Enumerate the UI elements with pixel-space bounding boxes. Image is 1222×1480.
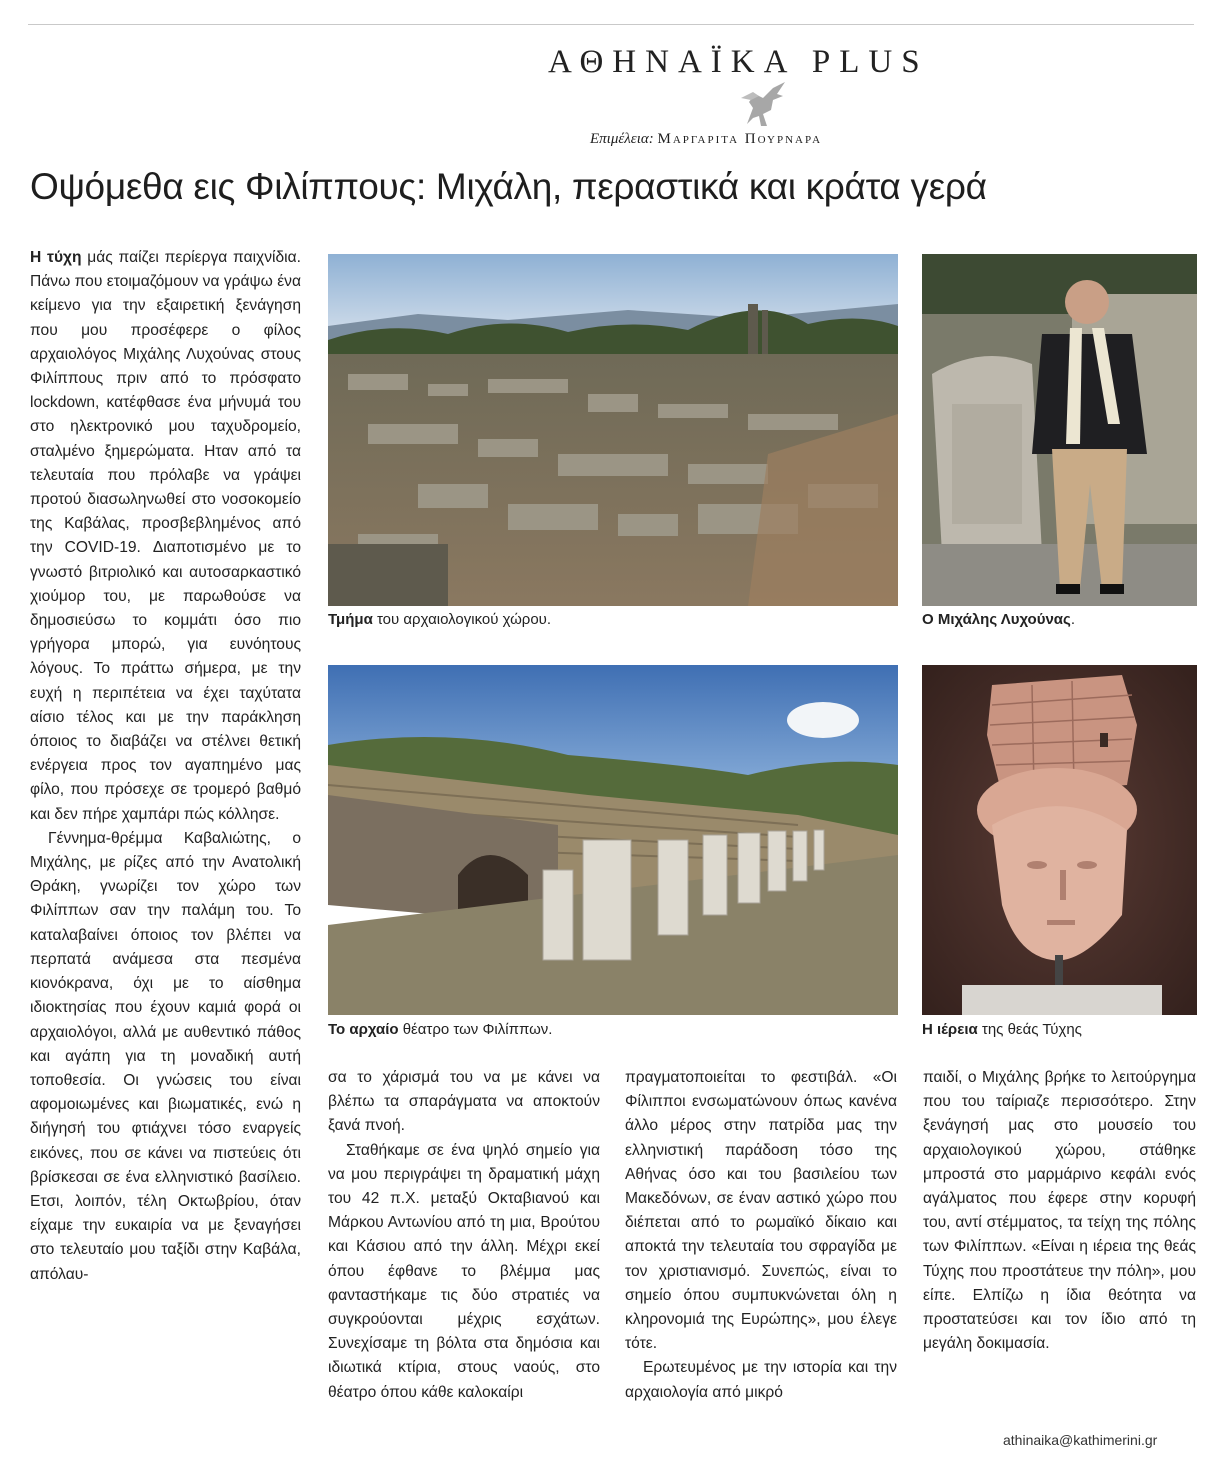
caption-bold: Η ιέρεια: [922, 1021, 978, 1038]
section-title: ΑΘΗΝΑΪΚΑ PLUS: [548, 44, 929, 80]
caption-text: του αρχαιολογικού χώρου.: [372, 611, 552, 628]
pegasus-logo-icon: [733, 78, 791, 130]
paragraph-text: μάς παίζει περίεργα παιχνίδια. Πάνω που ετοιμαζόμουν να γράψω ένα κείμενο για την εξαιρετική ξενάγηση που μου προσέφερε ο φίλος αρχαιολόγος Μιχάλης Λυχούνας στους Φιλίππους πριν από το πρόσφατο lockdown, κατέφθασε ένα μήνυμά του στο ηλεκτρονικό μου ταχυδρομείο, σταλμένο ξημερώματα. Ηταν από τα τελευταία που πρόλαβε να γράψει προτού διασωληνωθεί στο νοσοκομείο της Καβάλας, προσβεβλημένος από την COVID-19. Διαποτισμένο με το γνωστό βιτριολικό και αυτοσαρκαστικό χιούμορ του, με παρωθούσε να δημοσιεύσω το κομμάτι όσο πιο γρήγορα μπορώ, για ευνόητους λόγους. Το πράττω σήμερα, με την ευχή η περιπέτεια να έχει ταχύτατα αίσιο τέλος και με την παράκληση όποιος το διαβάζει να στέλνει θετική ενέργεια προς τον αγαπημένο μας φίλο, που πρόσεχε σε τρομερό βαθμό και δεν πήρε χαμπάρι πώς κόλλησε.: [30, 249, 301, 823]
paragraph: σα το χάρισμά του να με κάνει να βλέπω τα σπαράγματα να αποκτούν ξανά πνοή.: [328, 1069, 600, 1135]
photo-caption: [328, 1021, 552, 1038]
caption-bold: Το αρχαίο: [328, 1021, 399, 1038]
article-column-4: [923, 1066, 1196, 1356]
caption-text: .: [1070, 611, 1075, 628]
priestess-head-photo: [922, 665, 1197, 1015]
top-rule: [28, 24, 1194, 25]
ancient-theatre-photo: [328, 665, 898, 1015]
photo-caption: [328, 611, 551, 628]
editor-name: Μαργαριτα Πουρναρα: [657, 131, 823, 147]
photo-caption: [922, 611, 1075, 628]
caption-bold: Τμήμα: [328, 611, 373, 628]
paragraph: Σταθήκαμε σε ένα ψηλό σημείο για να μου περιγράψει τη δραματική μάχη του 42 π.Χ. μεταξύ Οκταβιανού και Μάρκου Αντωνίου από τη μια, Βρούτου και Κάσιου από την άλλη. Μέχρι εκεί όπου έφθανε το βλέμμα μας φανταστήκαμε τις δύο στρατιές να συγκρούονται μέχρις εσχάτων. Συνεχίσαμε τη βόλτα στα δημόσια και ιδιωτικά κτίρια, στους ναούς, στο θέατρο όπου κάθε καλοκαίρι: [328, 1141, 600, 1401]
photo-caption: [922, 1021, 1082, 1038]
article-column-3: [625, 1066, 897, 1405]
editor-credit: [590, 131, 822, 148]
portrait-photo: [922, 254, 1197, 606]
paragraph: παιδί, ο Μιχάλης βρήκε το λειτούργημα που του ταίριαζε περισσότερο. Στην ξενάγησή μας στο μουσείο του αρχαιολογικού χώρου, στάθηκε μπροστά στο μαρμάρινο κεφάλι ενός αγάλματος που έφερε στην κορυφή του, αντί στέμματος, τα τείχη της πόλης των Φιλίππων. «Είναι η ιέρεια της θεάς Τύχης που προστάτευε την πόλη», μου είπε. Ελπίζω η ίδια θεότητα να προστατεύσει και τον ίδιο από τη μεγάλη δοκιμασία.: [923, 1069, 1196, 1353]
caption-bold: Ο Μιχάλης Λυχούνας: [922, 611, 1071, 628]
contact-email: athinaika@kathimerini.gr: [1003, 1432, 1158, 1448]
paragraph: Ερωτευμένος με την ιστορία και την αρχαιολογία από μικρό: [625, 1359, 897, 1401]
lead-words: Η τύχη: [30, 249, 82, 266]
article-column-2: [328, 1066, 600, 1405]
caption-text: της θεάς Τύχης: [977, 1021, 1082, 1038]
paragraph: [30, 246, 301, 827]
caption-text: θέατρο των Φιλίππων.: [398, 1021, 553, 1038]
article-headline: Οψόμεθα εις Φιλίππους: Μιχάλη, περαστικά και κράτα γερά: [30, 166, 987, 207]
paragraph: πραγματοποιείται το φεστιβάλ. «Οι Φίλιπποι ενσωματώνουν όπως κανένα άλλο μέρος στην πατρίδα μας την ελληνιστική παράδοση τόσο της Αθήνας όσο και του βασιλείου των Μακεδόνων, σε έναν αστικό χώρο που διέπεται από το ρωμαϊκό δίκαιο και αποκτά την τελευταία του σφραγίδα με τον χριστιανισμό. Συνεπώς, είναι το σημείο όπου συμπυκνώνεται όλη η κληρονομιά της Ευρώπης», μου έλεγε τότε.: [625, 1069, 897, 1353]
article-column-1: [30, 246, 301, 1287]
editor-label: Επιμέλεια:: [590, 131, 654, 147]
paragraph: Γέννημα-θρέμμα Καβαλιώτης, ο Μιχάλης, με ρίζες από την Ανατολική Θράκη, γνωρίζει τον χώρο των Φιλίππων σαν την παλάμη του. Το καταλαβαίνει όποιος τον βλέπει να περπατά ανάμεσα στα πεσμένα κιονόκρανα, όχι με το αίσθημα ιδιοκτησίας που έχουν καμιά φορά οι αρχαιολόγοι, αλλά με αυθεντικό πάθος και αγάπη για τη μοναδική αυτή τοποθεσία. Οι γνώσεις του είναι αφομοιωμένες και βιωματικές, ενώ η διήγησή του φτιάχνει τόσο εναργείς εικόνες, που σε κάνει να πιστεύεις ότι βρίσκεσαι σε ένα ελληνιστικό βασίλειο. Ετσι, λοιπόν, τέλη Οκτωβρίου, όταν είχαμε την ευκαιρία να με ξεναγήσει στο τελευταίο μου ταξίδι στην Καβάλα, απόλαυ-: [30, 829, 301, 1283]
archaeological-site-photo: [328, 254, 898, 606]
